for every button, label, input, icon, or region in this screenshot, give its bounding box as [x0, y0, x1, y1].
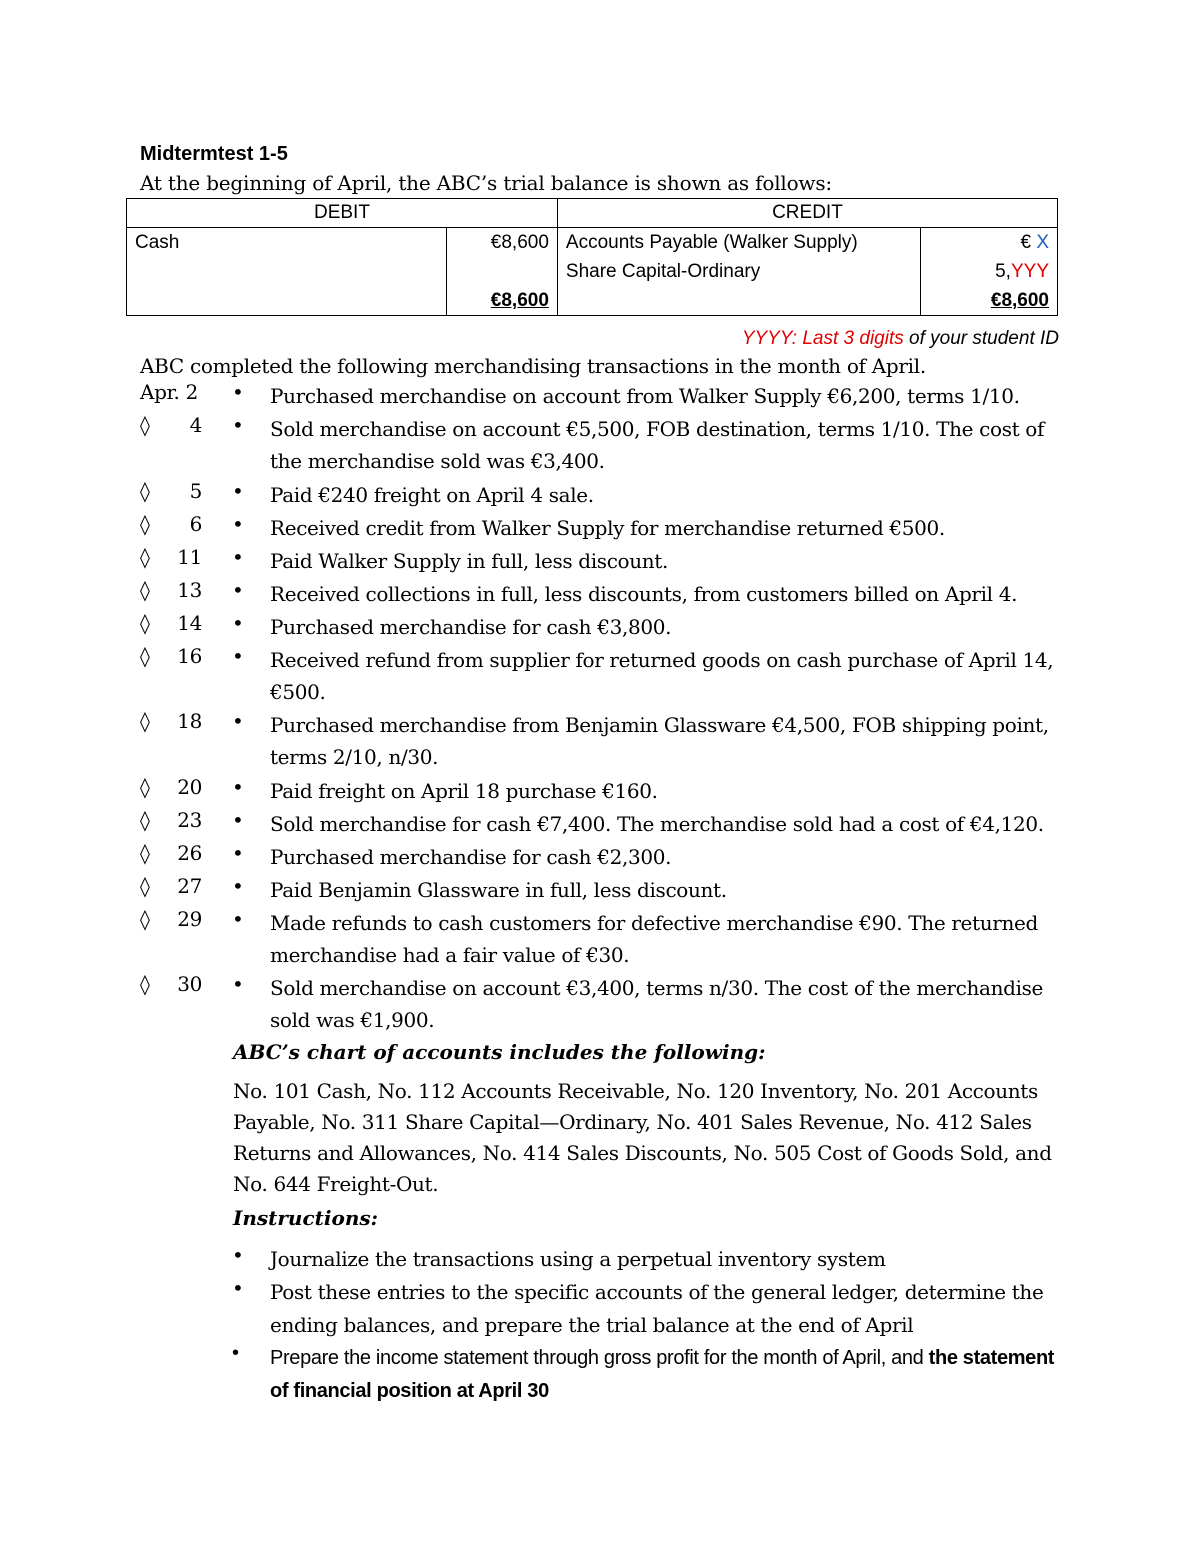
diamond-icon: ◊ [140, 545, 150, 569]
transaction-text: Paid Walker Supply in full, less discount. [270, 549, 668, 573]
bullet-icon: • [232, 512, 244, 536]
diamond-icon: ◊ [140, 874, 150, 898]
bullet-icon: • [232, 545, 244, 569]
credit-amount-1-variable: X [1036, 232, 1049, 253]
instruction-text: Post these entries to the specific accounts of the general ledger, determine the ending balances, and prepare the trial balance at the end of April [270, 1280, 1044, 1337]
transaction-date: Apr. 2 [140, 380, 198, 404]
credit-amount-2-variable: YYY [1010, 261, 1049, 282]
diamond-icon: ◊ [140, 808, 150, 832]
transaction-text: Sold merchandise on account €5,500, FOB destination, terms 1/10. The cost of the merchandise sold was €3,400. [270, 417, 1045, 473]
credit-amount-2-prefix: 5, [995, 261, 1011, 282]
trial-balance-table [126, 198, 1058, 316]
transactions-lead: ABC completed the following merchandising transactions in the month of April. [140, 354, 926, 378]
debit-header: DEBIT [127, 199, 558, 228]
credit-header: CREDIT [557, 199, 1057, 228]
debit-total: €8,600 [490, 290, 549, 311]
transaction-text: Purchased merchandise for cash €3,800. [270, 615, 672, 639]
bullet-icon: • [232, 644, 244, 668]
transaction-day: 11 [177, 545, 202, 569]
student-id-note [742, 328, 1059, 350]
instruction-text-part2: the statement of financial position at April 30 [270, 1347, 1055, 1402]
bullet-icon: • [232, 972, 244, 996]
transaction-day: 27 [177, 874, 202, 898]
transaction-day: 26 [177, 841, 202, 865]
document-title: Midtermtest 1-5 [140, 143, 288, 165]
diamond-icon: ◊ [140, 841, 150, 865]
transaction-day: 6 [189, 512, 202, 536]
diamond-icon: ◊ [140, 709, 150, 733]
bullet-icon: • [232, 611, 244, 635]
bullet-icon: • [232, 479, 244, 503]
credit-account-share-capital: Share Capital-Ordinary [565, 261, 761, 282]
transaction-text: Paid freight on April 18 purchase €160. [270, 779, 658, 803]
transaction-text: Purchased merchandise on account from Walker Supply €6,200, terms 1/10. [270, 384, 1020, 408]
debit-amount-cell [446, 228, 557, 316]
credit-amount-cell [920, 228, 1057, 316]
chart-of-accounts: No. 101 Cash, No. 112 Accounts Receivable, No. 120 Inventory, No. 201 Accounts Payable, No. 311 Share Capital—Ordinary, No. 401 Sales Revenue, No. 412 Sales Returns and Allowances, No. 414 Sales Discounts, No. 505 Cost of Goods Sold, and No. 644 Freight-Out. [233, 1079, 1052, 1196]
transaction-text: Sold merchandise on account €3,400, terms n/30. The cost of the merchandise sold was €1,900. [270, 976, 1044, 1032]
debit-account-cell [127, 228, 447, 316]
note-highlight: YYYY: Last 3 digits [741, 328, 904, 349]
transaction-day: 16 [177, 644, 202, 668]
transaction-day: 4 [189, 413, 202, 437]
transaction-text: Received collections in full, less discounts, from customers billed on April 4. [270, 582, 1018, 606]
bullet-icon: • [232, 578, 244, 602]
credit-amount-1 [929, 228, 1049, 257]
bullet-icon: • [232, 1276, 244, 1300]
instruction-text-part1: Prepare the income statement through gross profit for the month of April, and [270, 1347, 924, 1369]
transaction-text: Paid €240 freight on April 4 sale. [270, 483, 594, 507]
transaction-day: 5 [189, 479, 202, 503]
transaction-day: 20 [177, 775, 202, 799]
diamond-icon: ◊ [140, 611, 150, 635]
bullet-icon: • [232, 907, 244, 931]
transaction-day: 13 [177, 578, 202, 602]
diamond-icon: ◊ [140, 479, 150, 503]
credit-amount-1-prefix: € [1020, 232, 1037, 253]
diamond-icon: ◊ [140, 972, 150, 996]
chart-of-accounts-heading: ABC’s chart of accounts includes the following: [233, 1040, 766, 1064]
bullet-icon: • [232, 808, 244, 832]
note-rest: of your student ID [903, 328, 1059, 349]
transaction-text: Purchased merchandise from Benjamin Glassware €4,500, FOB shipping point, terms 2/10, n/30. [270, 713, 1049, 769]
bullet-icon: • [232, 841, 244, 865]
credit-total: €8,600 [990, 290, 1049, 311]
transaction-text: Paid Benjamin Glassware in full, less discount. [270, 878, 727, 902]
transaction-day: 18 [177, 709, 202, 733]
instruction-text: Journalize the transactions using a perpetual inventory system [270, 1247, 886, 1271]
bullet-icon: • [232, 874, 244, 898]
transaction-text: Made refunds to cash customers for defective merchandise €90. The returned merchandise had a fair value of €30. [270, 911, 1038, 967]
bullet-icon: • [232, 413, 244, 437]
instructions-heading: Instructions: [233, 1206, 379, 1230]
diamond-icon: ◊ [140, 413, 150, 437]
intro-text: At the beginning of April, the ABC’s trial balance is shown as follows: [140, 171, 832, 195]
transaction-text: Purchased merchandise for cash €2,300. [270, 845, 672, 869]
debit-amount: €8,600 [490, 232, 549, 253]
diamond-icon: ◊ [140, 775, 150, 799]
credit-account-cell [557, 228, 920, 316]
transaction-day: 29 [177, 907, 202, 931]
diamond-icon: ◊ [140, 578, 150, 602]
transaction-day: 30 [177, 972, 202, 996]
diamond-icon: ◊ [140, 644, 150, 668]
transaction-day: 23 [177, 808, 202, 832]
bullet-icon: • [232, 709, 244, 733]
bullet-icon: • [232, 775, 244, 799]
credit-amount-2 [929, 257, 1049, 286]
credit-account-payable: Accounts Payable (Walker Supply) [565, 232, 858, 253]
bullet-icon: • [232, 1243, 244, 1267]
transaction-text: Sold merchandise for cash €7,400. The merchandise sold had a cost of €4,120. [270, 812, 1044, 836]
instruction-text [270, 1342, 1070, 1408]
diamond-icon: ◊ [140, 512, 150, 536]
transaction-day: 14 [177, 611, 202, 635]
bullet-icon: • [232, 380, 244, 404]
transaction-text: Received refund from supplier for returned goods on cash purchase of April 14, €500. [270, 648, 1054, 704]
transaction-text: Received credit from Walker Supply for merchandise returned €500. [270, 516, 945, 540]
debit-account-name: Cash [135, 232, 180, 253]
bullet-icon: • [232, 1342, 239, 1364]
diamond-icon: ◊ [140, 907, 150, 931]
